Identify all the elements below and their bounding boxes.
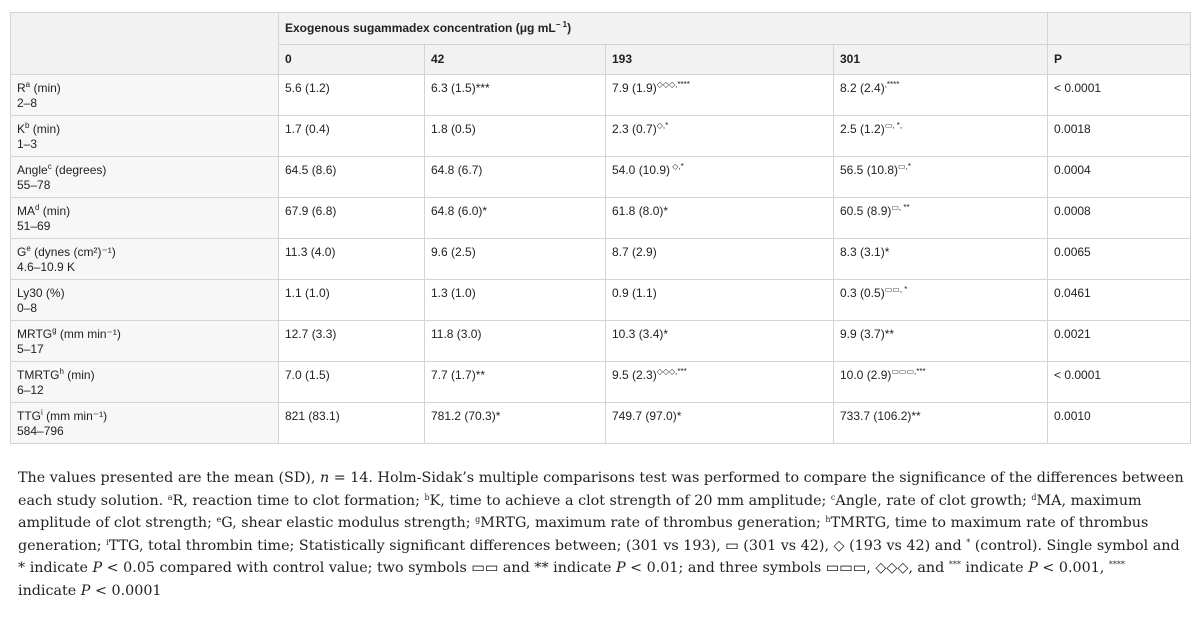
parameter-label <box>17 327 272 342</box>
footnote-sup: * <box>966 537 971 547</box>
value-text: 2.3 (0.7) <box>612 122 657 136</box>
parameter-sup: d <box>35 203 40 212</box>
parameter-cell <box>11 75 279 116</box>
parameter-unit: (dynes (cm²)⁻¹) <box>30 245 116 259</box>
parameter-cell <box>11 116 279 157</box>
value-cell <box>425 198 606 239</box>
header-corner-cell <box>11 13 279 75</box>
parameter-unit: (min) <box>39 204 71 218</box>
table-row <box>11 75 1191 116</box>
value-text: 8.2 (2.4) <box>840 81 885 95</box>
value-cell <box>279 198 425 239</box>
footnote-text: indicate <box>18 582 81 599</box>
parameter-unit: (%) <box>42 286 65 300</box>
reference-range: 55–78 <box>17 178 51 192</box>
parameter-cell <box>11 239 279 280</box>
group-header-sup: − 1 <box>555 20 568 29</box>
value-cell <box>606 157 834 198</box>
value-cell <box>834 321 1048 362</box>
value-text: 2.5 (1.2) <box>840 122 885 136</box>
parameter-name: G <box>17 245 27 259</box>
value-cell <box>279 116 425 157</box>
parameter-unit: (min) <box>29 122 61 136</box>
value-cell <box>425 403 606 444</box>
value-text: 7.7 (1.7)** <box>431 368 486 382</box>
table-row <box>11 157 1191 198</box>
value-text: 9.5 (2.3) <box>612 368 657 382</box>
footnote-italic: P <box>92 560 103 576</box>
value-text: 9.9 (3.7)** <box>840 327 895 341</box>
value-text: 1.7 (0.4) <box>285 122 330 136</box>
value-text: 56.5 (10.8) <box>840 163 899 177</box>
value-cell <box>606 239 834 280</box>
parameter-label <box>17 204 272 219</box>
value-text: 10.3 (3.4)* <box>612 327 669 341</box>
reference-range: 2–8 <box>17 96 38 110</box>
reference-range: 0–8 <box>17 301 38 315</box>
value-text: 64.5 (8.6) <box>285 163 337 177</box>
header-row-group <box>11 13 1191 45</box>
value-text: 64.8 (6.7) <box>431 163 483 177</box>
p-value-cell: 0.0008 <box>1048 198 1191 239</box>
parameter-sup: b <box>25 121 30 130</box>
parameter-unit: (min) <box>30 81 61 95</box>
value-cell <box>425 116 606 157</box>
value-significance: ▭,* <box>898 162 911 171</box>
value-text: 10.0 (2.9) <box>840 368 892 382</box>
footnote-text: < 0.05 compared with control value; two symbols ▭▭ and ** indicate <box>102 560 616 576</box>
parameter-name: MRTG <box>17 327 53 341</box>
table-row <box>11 280 1191 321</box>
value-cell <box>606 198 834 239</box>
table-row <box>11 198 1191 239</box>
footnote-italic: n <box>319 470 330 486</box>
value-significance: ◇◇◇,**** <box>656 80 690 89</box>
parameter-label <box>17 286 272 301</box>
column-header: 193 <box>606 45 834 75</box>
table-row <box>11 403 1191 444</box>
footnote-italic: P <box>1028 560 1038 576</box>
column-header: 301 <box>834 45 1048 75</box>
value-text: 11.8 (3.0) <box>431 327 482 341</box>
value-text: 1.3 (1.0) <box>431 286 476 300</box>
reference-range: 51–69 <box>17 219 51 233</box>
footnote-text: (control). Single symbol and * indicate <box>18 537 1180 576</box>
footnote-text: The values presented are the mean (SD), <box>18 470 320 486</box>
value-cell <box>425 157 606 198</box>
parameter-label <box>17 245 272 260</box>
group-header-label: Exogenous sugammadex concentration (μg mL <box>285 21 556 35</box>
results-table <box>10 12 1191 444</box>
parameter-cell <box>11 280 279 321</box>
parameter-name: TTG <box>17 409 41 423</box>
parameter-sup: g <box>52 326 57 335</box>
value-text: 12.7 (3.3) <box>285 327 337 341</box>
value-text: 8.3 (3.1)* <box>840 245 890 259</box>
parameter-name: R <box>17 81 26 95</box>
value-text: 6.3 (1.5)*** <box>431 81 490 95</box>
p-value-cell: 0.0021 <box>1048 321 1191 362</box>
value-significance: ◇,* <box>670 162 684 171</box>
footnote-italic: P <box>80 582 91 599</box>
value-cell <box>279 75 425 116</box>
p-value-cell: 0.0010 <box>1048 403 1191 444</box>
parameter-sup: e <box>26 244 31 253</box>
value-text: 54.0 (10.9) <box>612 163 671 177</box>
value-cell <box>606 403 834 444</box>
value-significance: ◇◇◇,*** <box>656 367 687 376</box>
value-cell <box>834 157 1048 198</box>
value-text: 7.9 (1.9) <box>612 81 657 95</box>
value-text: 781.2 (70.3)* <box>431 409 501 423</box>
column-header: 42 <box>425 45 606 75</box>
column-header: 0 <box>279 45 425 75</box>
parameter-cell <box>11 198 279 239</box>
footnote-sup: d <box>1031 492 1037 502</box>
parameter-unit: (mm min⁻¹) <box>56 327 121 341</box>
column-header: P <box>1048 45 1191 75</box>
footnote-sup: b <box>424 492 430 502</box>
footnote-text: TTG, total thrombin time; Statistically significant differences between; (301 vs 193), ▭ (301 vs 42), ◇ (193 vs 42) and <box>108 537 967 554</box>
footnote-text: G, shear elastic modulus strength; <box>221 515 476 531</box>
footnote-sup: **** <box>1108 560 1125 569</box>
footnote-text: = 14. Holm-Sidak’s multiple comparisons test was performed to compare the significance of the differences between each study solution. <box>18 470 1184 509</box>
value-text: 7.0 (1.5) <box>285 368 330 382</box>
value-significance: ◇,* <box>656 121 669 130</box>
footnote-sup: e <box>216 515 222 524</box>
value-cell <box>425 75 606 116</box>
value-cell <box>279 239 425 280</box>
parameter-cell <box>11 321 279 362</box>
footnote-text: < 0.0001 <box>90 582 162 599</box>
group-header-cell <box>279 13 1048 45</box>
value-cell <box>425 280 606 321</box>
value-text: 9.6 (2.5) <box>431 245 476 259</box>
value-text: 0.3 (0.5) <box>840 286 885 300</box>
parameter-label <box>17 163 272 178</box>
value-significance: ▭, *, <box>884 121 903 130</box>
footnote-text: MA, maximum amplitude of clot strength; <box>18 492 1142 531</box>
footnote-text: < 0.01; and three symbols ▭▭▭, ◇◇◇, and <box>625 560 949 576</box>
parameter-sup: a <box>25 80 31 89</box>
reference-range: 4.6–10.9 K <box>17 260 76 274</box>
p-value-cell: 0.0065 <box>1048 239 1191 280</box>
reference-range: 5–17 <box>17 342 44 356</box>
value-cell <box>425 362 606 403</box>
value-cell <box>279 403 425 444</box>
p-value-cell: 0.0461 <box>1048 280 1191 321</box>
parameter-label <box>17 81 272 96</box>
value-cell <box>834 280 1048 321</box>
value-cell <box>606 280 834 321</box>
value-text: 61.8 (8.0)* <box>612 204 669 218</box>
parameter-name: TMRTG <box>17 368 60 382</box>
parameter-sup: i <box>41 408 43 417</box>
parameter-name: K <box>17 122 26 136</box>
value-text: 749.7 (97.0)* <box>612 409 682 423</box>
p-value-cell: 0.0018 <box>1048 116 1191 157</box>
value-text: 67.9 (6.8) <box>285 204 337 218</box>
value-text: 1.1 (1.0) <box>285 286 330 300</box>
parameter-unit: (mm min⁻¹) <box>42 409 108 423</box>
footnote-sup: c <box>830 492 836 502</box>
p-value-cell: < 0.0001 <box>1048 362 1191 403</box>
value-text: 0.9 (1.1) <box>612 286 657 300</box>
value-cell <box>279 362 425 403</box>
value-text: 821 (83.1) <box>285 409 340 423</box>
parameter-sup: c <box>47 162 52 171</box>
footnote-text: MRTG, maximum rate of thrombus generation; <box>480 515 826 531</box>
parameter-unit: (degrees) <box>51 163 107 177</box>
parameter-label <box>17 368 272 383</box>
value-text: 733.7 (106.2)** <box>840 409 921 423</box>
value-cell <box>606 362 834 403</box>
table-footnote <box>18 467 1186 602</box>
parameter-sup: h <box>59 367 64 376</box>
value-text: 60.5 (8.9) <box>840 204 892 218</box>
table-row <box>11 239 1191 280</box>
footnote-text: TMRTG, time to maximum rate of thrombus generation; <box>18 515 1149 554</box>
value-cell <box>425 321 606 362</box>
value-cell <box>834 75 1048 116</box>
value-cell <box>425 239 606 280</box>
reference-range: 1–3 <box>17 137 38 151</box>
parameter-name: Angle <box>17 163 48 177</box>
value-text: 11.3 (4.0) <box>285 245 336 259</box>
parameter-label <box>17 122 272 137</box>
footnote-text: < 0.001, <box>1037 560 1109 576</box>
table-row <box>11 321 1191 362</box>
value-cell <box>279 321 425 362</box>
value-text: 64.8 (6.0)* <box>431 204 488 218</box>
value-text: 8.7 (2.9) <box>612 245 657 259</box>
value-cell <box>606 321 834 362</box>
header-blank-cell <box>1048 13 1191 45</box>
value-text: 5.6 (1.2) <box>285 81 330 95</box>
value-cell <box>834 403 1048 444</box>
table-row <box>11 362 1191 403</box>
footnote-text: indicate <box>960 560 1029 576</box>
footnote-sup: *** <box>948 560 961 569</box>
parameter-label <box>17 409 272 424</box>
reference-range: 6–12 <box>17 383 44 397</box>
parameter-cell <box>11 362 279 403</box>
reference-range: 584–796 <box>17 424 64 438</box>
footnote-sup: a <box>167 492 173 502</box>
p-value-cell: < 0.0001 <box>1048 75 1191 116</box>
value-significance: ▭▭, * <box>884 285 908 294</box>
value-significance: ▭▭▭,*** <box>891 367 926 376</box>
table-row <box>11 116 1191 157</box>
footnote-sup: h <box>825 515 831 524</box>
value-cell <box>834 198 1048 239</box>
footnote-text: K, time to achieve a clot strength of 20 mm amplitude; <box>429 492 831 509</box>
footnote-sup: i <box>106 537 109 547</box>
value-cell <box>834 116 1048 157</box>
value-significance: ▭, ** <box>891 203 910 212</box>
value-cell <box>834 239 1048 280</box>
footnote-sup: g <box>475 515 481 524</box>
p-value-cell: 0.0004 <box>1048 157 1191 198</box>
value-significance: ,**** <box>884 80 900 89</box>
value-cell <box>279 157 425 198</box>
group-header-end: ) <box>567 21 572 35</box>
parameter-cell <box>11 403 279 444</box>
parameter-cell <box>11 157 279 198</box>
value-cell <box>834 362 1048 403</box>
footnote-text: Angle, rate of clot growth; <box>835 492 1032 509</box>
parameter-unit: (min) <box>63 368 95 382</box>
parameter-name: Ly30 <box>17 286 43 300</box>
footnote-text: R, reaction time to clot formation; <box>172 492 425 509</box>
footnote-italic: P <box>615 560 626 576</box>
value-cell <box>279 280 425 321</box>
parameter-name: MA <box>17 204 35 218</box>
value-cell <box>606 116 834 157</box>
value-cell <box>606 75 834 116</box>
value-text: 1.8 (0.5) <box>431 122 476 136</box>
